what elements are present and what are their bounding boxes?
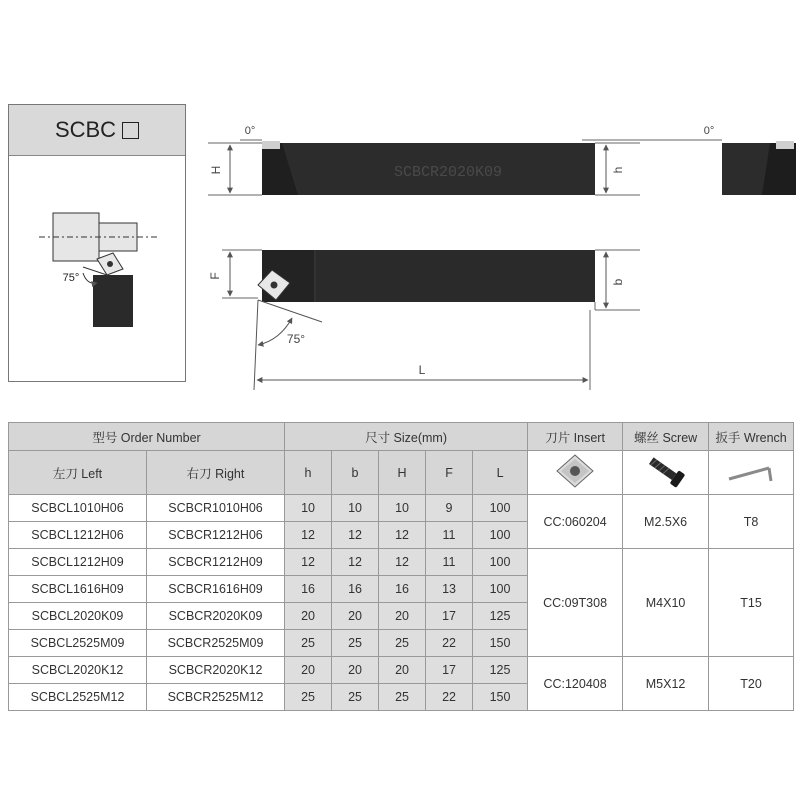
- cell-H: 10: [379, 495, 426, 522]
- cell-b: 20: [332, 603, 379, 630]
- cell-L: 100: [473, 495, 528, 522]
- cell-H: 20: [379, 603, 426, 630]
- side-panel: [8, 104, 186, 382]
- cell-h: 20: [285, 603, 332, 630]
- variant-placeholder-box: [122, 122, 139, 139]
- wrench-icon: [709, 451, 794, 495]
- cell-H: 20: [379, 657, 426, 684]
- cell-left: SCBCL2020K12: [9, 657, 147, 684]
- cell-h: 12: [285, 522, 332, 549]
- engraving: SCBCR2020K09: [393, 164, 503, 181]
- cell-screw: M2.5X6: [623, 495, 709, 549]
- cell-wrench: T15: [709, 549, 794, 657]
- cell-right: SCBCR1212H09: [147, 549, 285, 576]
- cell-H: 25: [379, 684, 426, 711]
- cell-H: 12: [379, 522, 426, 549]
- cell-F: 11: [426, 522, 473, 549]
- header-F: F: [426, 451, 473, 495]
- cell-right: SCBCR2525M09: [147, 630, 285, 657]
- cell-F: 9: [426, 495, 473, 522]
- table-row: [9, 549, 794, 576]
- cell-h: 25: [285, 684, 332, 711]
- cell-right: SCBCR2525M12: [147, 684, 285, 711]
- cell-left: SCBCL2525M12: [9, 684, 147, 711]
- dim-b-label: b: [611, 278, 625, 286]
- cell-F: 22: [426, 630, 473, 657]
- screw-icon: [623, 451, 709, 495]
- cell-b: 12: [332, 522, 379, 549]
- header-right: 右刀 Right: [147, 451, 285, 495]
- cell-wrench: T8: [709, 495, 794, 549]
- dim-L-label: L: [418, 363, 426, 377]
- cell-right: SCBCR1616H09: [147, 576, 285, 603]
- cell-h: 10: [285, 495, 332, 522]
- cell-H: 12: [379, 549, 426, 576]
- cell-left: SCBCL1212H09: [9, 549, 147, 576]
- cell-h: 20: [285, 657, 332, 684]
- cell-left: SCBCL2020K09: [9, 603, 147, 630]
- cell-left: SCBCL2525M09: [9, 630, 147, 657]
- cell-right: SCBCR2020K09: [147, 603, 285, 630]
- header-order-number: 型号 Order Number: [9, 423, 285, 451]
- cell-screw: M4X10: [623, 549, 709, 657]
- cell-b: 12: [332, 549, 379, 576]
- header-wrench: 扳手 Wrench: [709, 423, 794, 451]
- cell-L: 150: [473, 684, 528, 711]
- header-insert: 刀片 Insert: [528, 423, 623, 451]
- cell-F: 22: [426, 684, 473, 711]
- insert-icon: [528, 451, 623, 495]
- series-title-text: SCBC: [54, 117, 117, 142]
- cell-F: 13: [426, 576, 473, 603]
- cell-left: SCBCL1616H09: [9, 576, 147, 603]
- cell-insert: CC:060204: [528, 495, 623, 549]
- cell-H: 16: [379, 576, 426, 603]
- cell-wrench: T20: [709, 657, 794, 711]
- header-size: 尺寸 Size(mm): [285, 423, 528, 451]
- cell-H: 25: [379, 630, 426, 657]
- cell-b: 16: [332, 576, 379, 603]
- spec-table: [8, 422, 794, 711]
- angle-right-label: 0°: [703, 125, 715, 137]
- cell-F: 17: [426, 657, 473, 684]
- cell-h: 16: [285, 576, 332, 603]
- header-H: H: [379, 451, 426, 495]
- dim-F-label: F: [208, 272, 222, 280]
- top-view: [208, 125, 796, 195]
- cell-insert: CC:120408: [528, 657, 623, 711]
- angle-left-label: 0°: [244, 125, 256, 137]
- header-screw: 螺丝 Screw: [623, 423, 709, 451]
- header-left: 左刀 Left: [9, 451, 147, 495]
- cell-L: 125: [473, 603, 528, 630]
- cell-right: SCBCR2020K12: [147, 657, 285, 684]
- series-title: [9, 105, 185, 156]
- dim-h-label: h: [611, 166, 625, 174]
- cell-screw: M5X12: [623, 657, 709, 711]
- cell-h: 25: [285, 630, 332, 657]
- cell-b: 25: [332, 684, 379, 711]
- cell-b: 25: [332, 630, 379, 657]
- cell-L: 100: [473, 576, 528, 603]
- cell-b: 20: [332, 657, 379, 684]
- header-L: L: [473, 451, 528, 495]
- cell-L: 125: [473, 657, 528, 684]
- header-b: b: [332, 451, 379, 495]
- plan-view: [208, 250, 640, 390]
- table-row: [9, 657, 794, 684]
- cell-right: SCBCR1010H06: [147, 495, 285, 522]
- sketch-angle-label: 75°: [62, 272, 80, 284]
- cell-L: 100: [473, 549, 528, 576]
- cell-left: SCBCL1212H06: [9, 522, 147, 549]
- cell-insert: CC:09T308: [528, 549, 623, 657]
- header-h: h: [285, 451, 332, 495]
- cell-right: SCBCR1212H06: [147, 522, 285, 549]
- cell-h: 12: [285, 549, 332, 576]
- cell-F: 11: [426, 549, 473, 576]
- cell-L: 100: [473, 522, 528, 549]
- application-sketch: [9, 157, 185, 379]
- dim-H-label: H: [209, 165, 223, 175]
- table-row: [9, 495, 794, 522]
- cell-L: 150: [473, 630, 528, 657]
- plan-angle-label: 75°: [286, 332, 306, 346]
- cell-b: 10: [332, 495, 379, 522]
- cell-left: SCBCL1010H06: [9, 495, 147, 522]
- cell-F: 17: [426, 603, 473, 630]
